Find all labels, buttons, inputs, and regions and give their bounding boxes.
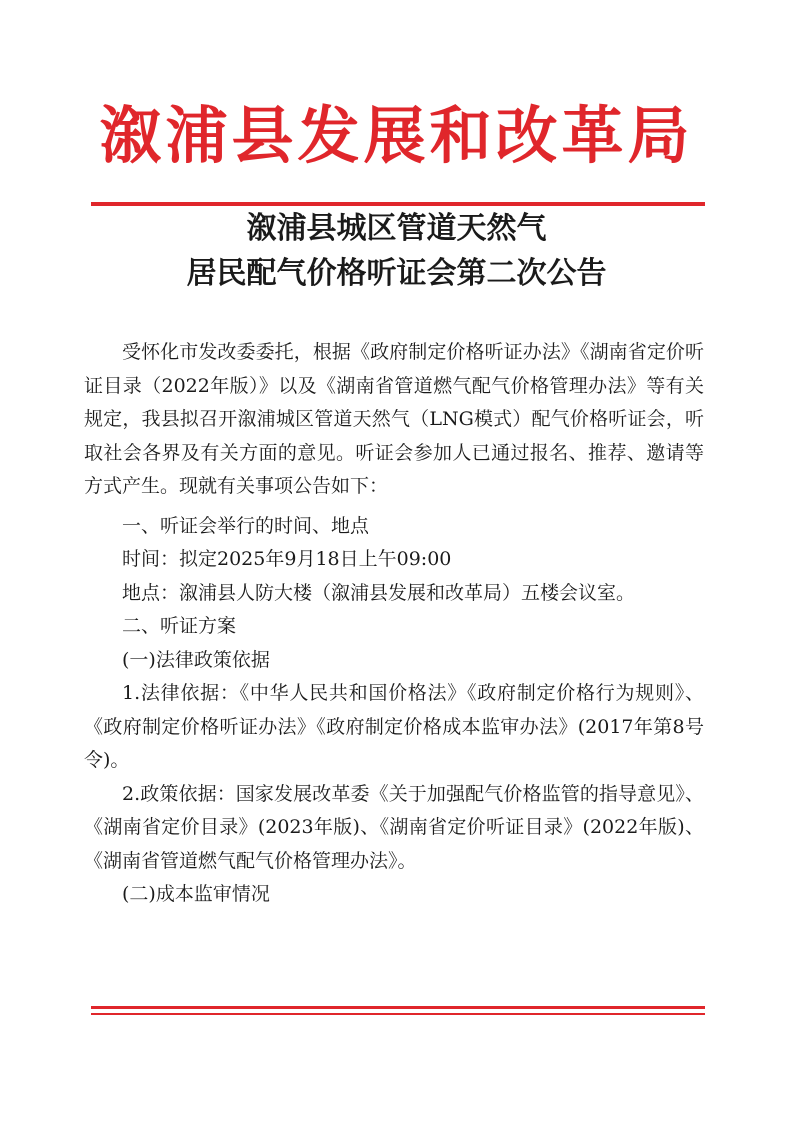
notice-title-line1: 溆浦县城区管道天然气 [246, 211, 547, 246]
footer-red-rule-thick [91, 1006, 705, 1009]
intro-paragraph: 受怀化市发改委委托，根据《政府制定价格听证办法》《湖南省定价听证目录（2022年版）》以及《湖南省管道燃气配气价格管理办法》等有关规定，我县拟召开溆浦城区管道天然气（LNG模式）配气价格听证会，听取社会各界及有关方面的意见。听证会参加人已通过报名、推荐、邀请等方式产生。现就有关事项公告如下： [84, 341, 704, 497]
notice-body [84, 336, 704, 912]
footer-red-rule-thin [91, 1013, 705, 1015]
sub1-heading: (一)法律政策依据 [122, 648, 270, 671]
hearing-place: 地点：溆浦县人防大楼（溆浦县发展和改革局）五楼会议室。 [122, 581, 636, 604]
sub2-heading: (二)成本监审情况 [122, 883, 270, 905]
notice-title-line2: 居民配气价格听证会第二次公告 [186, 256, 607, 291]
section1-heading: 一、听证会举行的时间、地点 [122, 514, 370, 537]
policy-basis-item: 2.政策依据：国家发展改革委《关于加强配气价格监管的指导意见》、《湖南省定价目录》(2023年版)、《湖南省定价听证目录》(2022年版)、《湖南省管道燃气配气价格管理办法》。 [84, 782, 704, 872]
hearing-time: 时间：拟定2025年9月18日上午09:00 [122, 548, 452, 570]
masthead-title: 溆浦县发展和改革局 [99, 99, 694, 172]
legal-basis-item: 1.法律依据：《中华人民共和国价格法》《政府制定价格行为规则》、《政府制定价格听证办法》《政府制定价格成本监审办法》(2017年第8号令)。 [84, 682, 704, 771]
section2-heading: 二、听证方案 [122, 615, 237, 637]
